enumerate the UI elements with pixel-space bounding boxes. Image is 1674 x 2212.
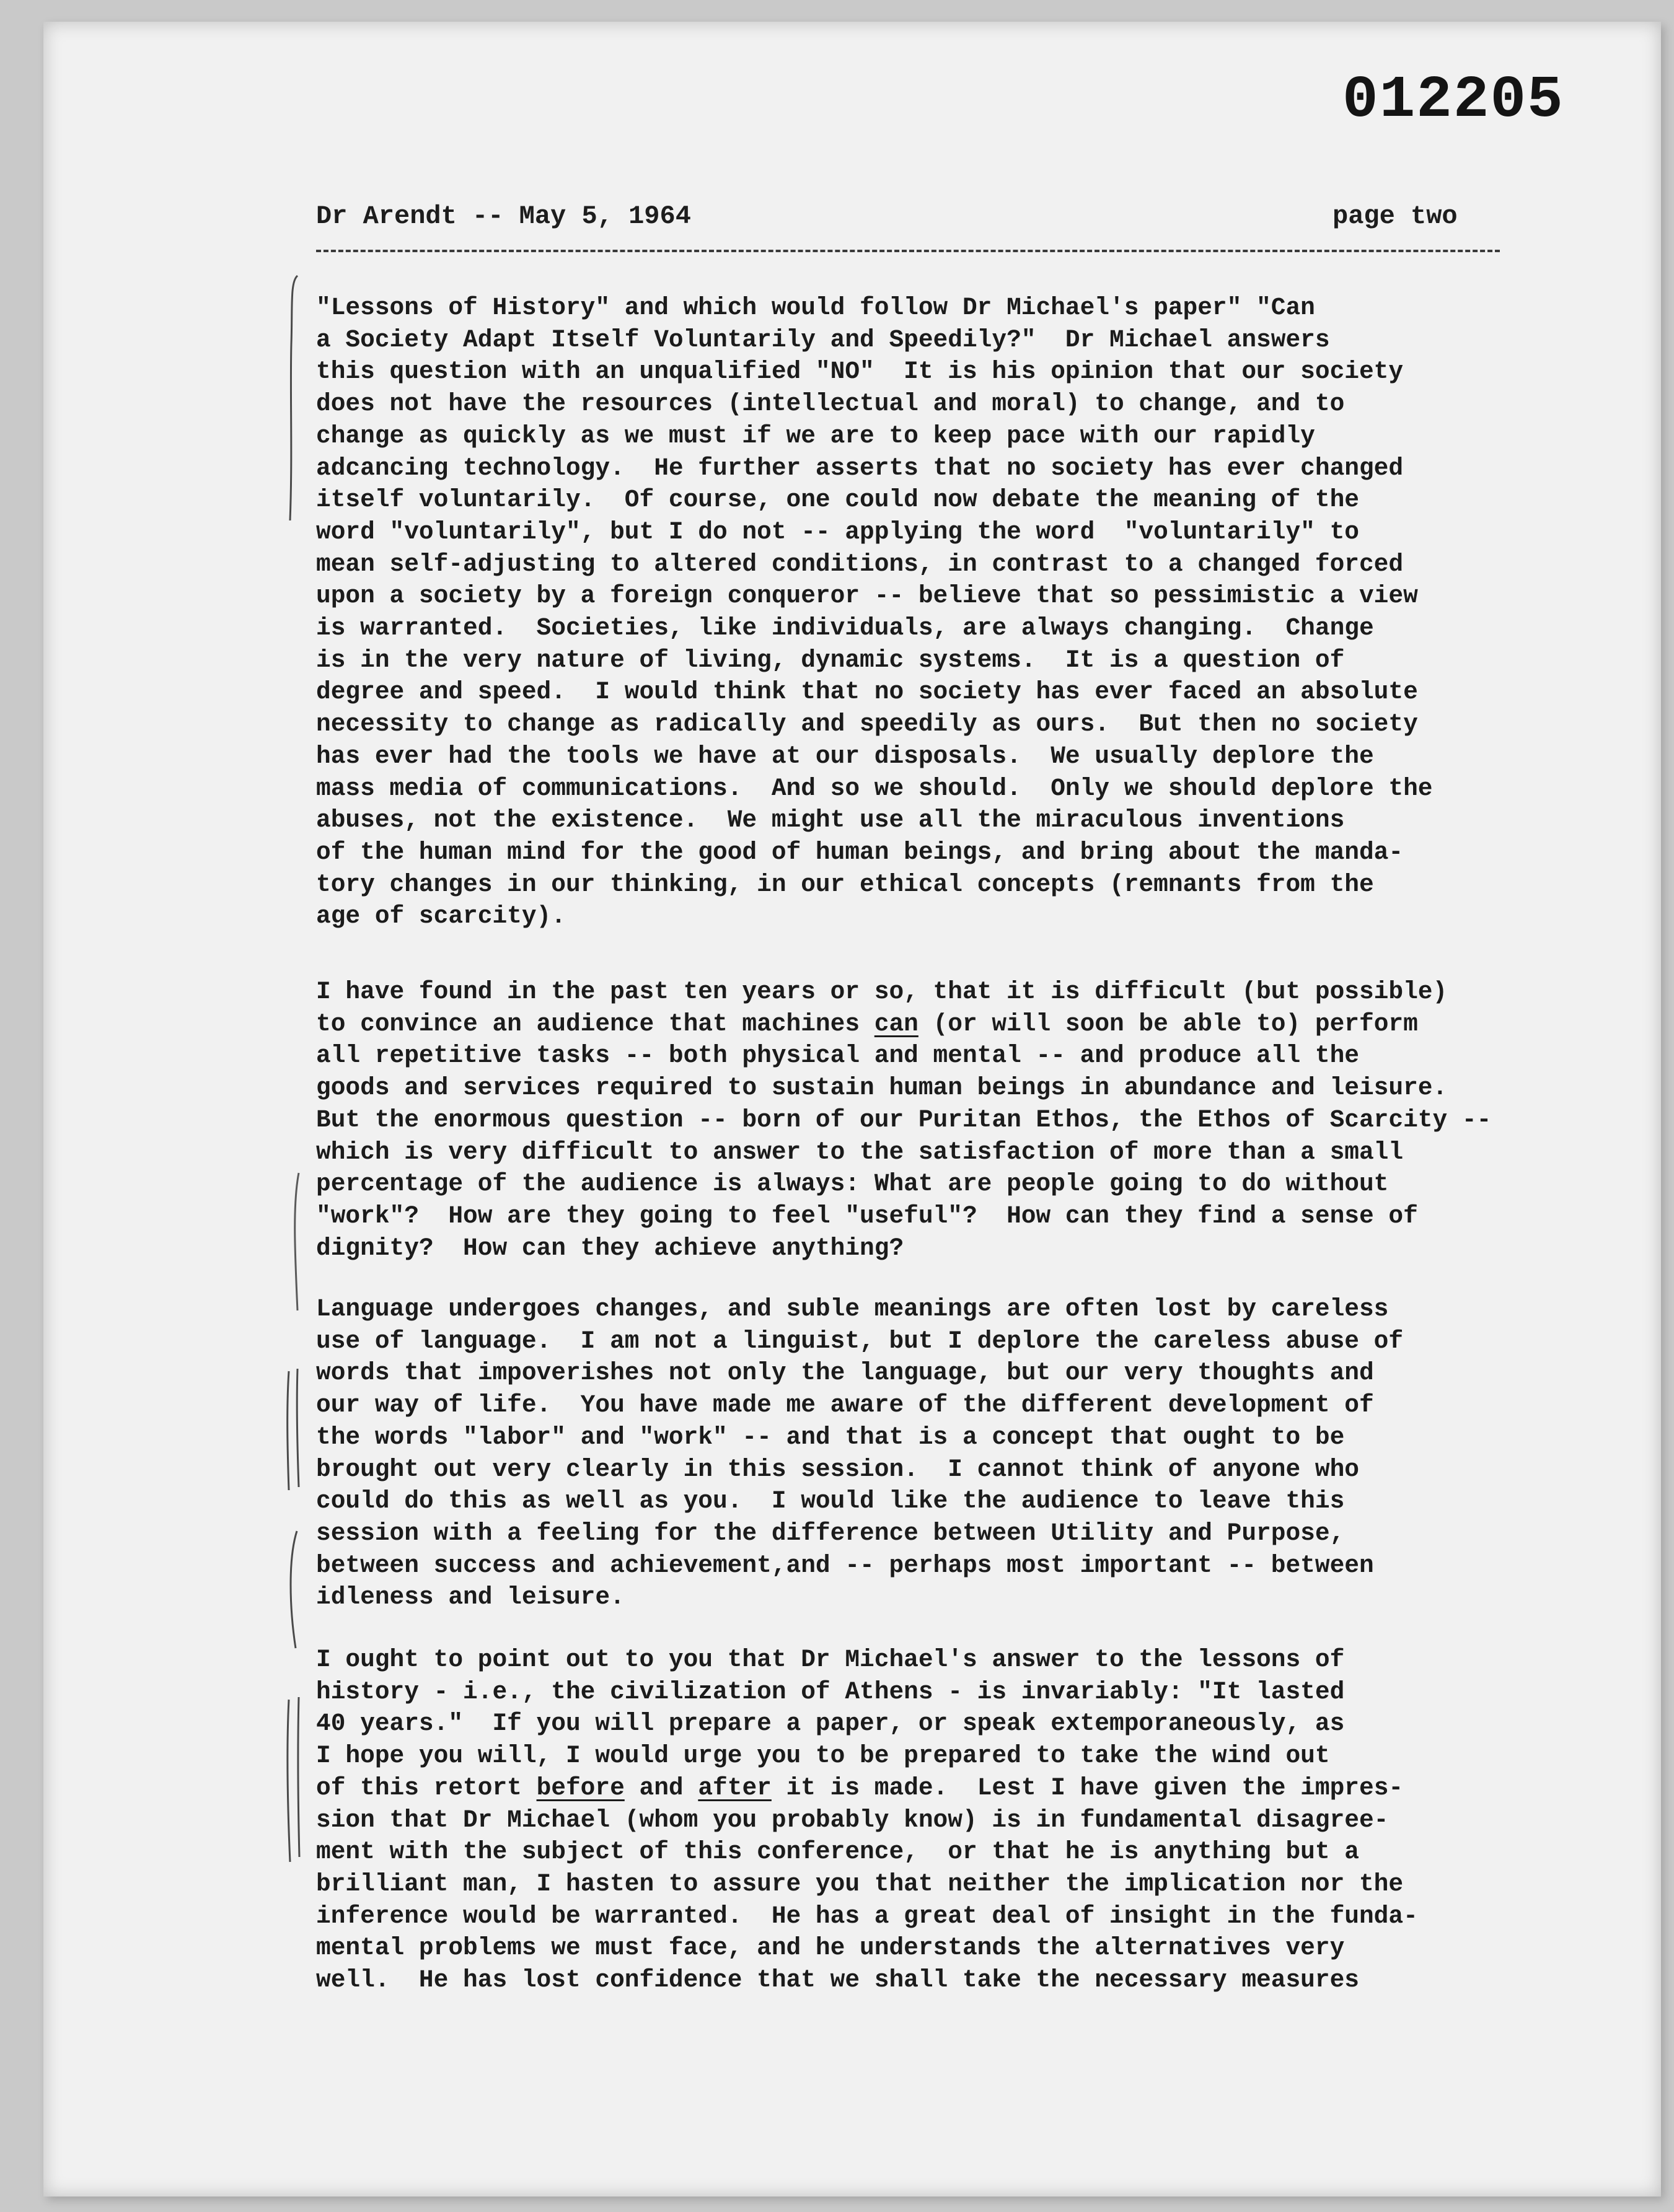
paragraph-3 <box>316 1293 1593 1613</box>
document-page <box>43 22 1661 2197</box>
text-line: inference would be warranted. He has a great deal of insight in the funda- <box>316 1902 1418 1930</box>
text-line: 40 years." If you will prepare a paper, or speak extemporaneously, as <box>316 1709 1345 1738</box>
text-line: could do this as well as you. I would like the audience to leave this <box>316 1487 1345 1516</box>
text-segment: of this retort <box>316 1773 537 1802</box>
text-line: which is very difficult to answer to the satisfaction of more than a small <box>316 1138 1404 1166</box>
margin-mark <box>282 1527 307 1651</box>
text-line: brought out very clearly in this session. I cannot think of anyone who <box>316 1455 1359 1483</box>
text-line: words that impoverishes not only the language, but our very thoughts and <box>316 1359 1374 1387</box>
text-line: brilliant man, I hasten to assure you that neither the implication nor the <box>316 1869 1404 1898</box>
text-line: I ought to point out to you that Dr Michael's answer to the lessons of <box>316 1646 1345 1674</box>
text-line: sion that Dr Michael (whom you probably know) is in fundamental disagree- <box>316 1806 1389 1834</box>
letter-header-left: Dr Arendt -- May 5, 1964 <box>316 201 691 231</box>
text-line: abuses, not the existence. We might use all the miraculous inventions <box>316 806 1345 835</box>
underlined-word: can <box>874 1009 918 1038</box>
text-line: well. He has lost confidence that we shall take the necessary measures <box>316 1966 1359 1995</box>
margin-mark <box>279 270 310 530</box>
margin-mark <box>279 1366 310 1496</box>
text-line: is in the very nature of living, dynamic systems. It is a question of <box>316 646 1345 674</box>
text-line: mass media of communications. And so we should. Only we should deplore the <box>316 774 1433 802</box>
text-line: I hope you will, I would urge you to be prepared to take the wind out <box>316 1742 1330 1770</box>
header-rule <box>316 250 1500 252</box>
text-line: "Lessons of History" and which would follow Dr Michael's paper" "Can <box>316 294 1315 322</box>
paragraph-4 <box>316 1644 1593 1996</box>
text-line: adcancing technology. He further asserts that no society has ever changed <box>316 454 1404 482</box>
text-line: a Society Adapt Itself Voluntarily and Speedily?" Dr Michael answers <box>316 325 1330 354</box>
text-line: goods and services required to sustain human beings in abundance and leisure. <box>316 1074 1448 1102</box>
text-line: tory changes in our thinking, in our ethical concepts (remnants from the <box>316 870 1374 898</box>
text-line: has ever had the tools we have at our disposals. We usually deplore the <box>316 742 1374 770</box>
margin-mark <box>285 1168 310 1317</box>
document-number: 012205 <box>1342 66 1564 134</box>
text-line: But the enormous question -- born of our Puritan Ethos, the Ethos of Scarcity -- <box>316 1105 1492 1134</box>
text-segment: (or will soon be able to) perform <box>918 1009 1418 1038</box>
text-line: upon a society by a foreign conqueror -- believe that so pessimistic a view <box>316 582 1418 610</box>
text-line: mean self-adjusting to altered conditions, in contrast to a changed forced <box>316 550 1404 578</box>
text-line: mental problems we must face, and he understands the alternatives very <box>316 1934 1345 1962</box>
text-line: this question with an unqualified "NO" It is his opinion that our society <box>316 358 1404 386</box>
text-line: I have found in the past ten years or so, that it is difficult (but possible) <box>316 978 1448 1006</box>
text-line <box>316 1772 1593 1804</box>
text-line: idleness and leisure. <box>316 1583 625 1612</box>
text-line: ment with the subject of this conference, or that he is anything but a <box>316 1838 1359 1866</box>
underlined-word: after <box>698 1773 772 1802</box>
text-line: all repetitive tasks -- both physical and mental -- and produce all the <box>316 1042 1359 1070</box>
text-line: of the human mind for the good of human beings, and bring about the manda- <box>316 838 1404 866</box>
paragraph-1 <box>316 292 1593 933</box>
text-line: between success and achievement,and -- perhaps most important -- between <box>316 1551 1374 1579</box>
text-line: percentage of the audience is always: What are people going to do without <box>316 1170 1389 1198</box>
text-line: age of scarcity). <box>316 902 566 931</box>
margin-mark <box>279 1695 310 1868</box>
text-line: the words "labor" and "work" -- and that is a concept that ought to be <box>316 1423 1345 1451</box>
text-line: use of language. I am not a linguist, but I deplore the careless abuse of <box>316 1327 1404 1355</box>
text-segment: and <box>624 1773 698 1802</box>
page-label: page two <box>1333 201 1458 231</box>
text-segment: it is made. Lest I have given the impres- <box>771 1773 1404 1802</box>
text-line: necessity to change as radically and speedily as ours. But then no society <box>316 710 1418 739</box>
text-line: change as quickly as we must if we are to keep pace with our rapidly <box>316 421 1315 450</box>
underlined-word: before <box>536 1773 625 1802</box>
text-line: is warranted. Societies, like individuals, are always changing. Change <box>316 614 1374 643</box>
text-segment: to convince an audience that machines <box>316 1009 874 1038</box>
text-line: Language undergoes changes, and suble meanings are often lost by careless <box>316 1295 1389 1323</box>
text-line: itself voluntarily. Of course, one could now debate the meaning of the <box>316 486 1359 514</box>
text-line: session with a feeling for the difference between Utility and Purpose, <box>316 1519 1345 1547</box>
text-line: word "voluntarily", but I do not -- applying the word "voluntarily" to <box>316 517 1359 546</box>
paragraph-2 <box>316 976 1593 1264</box>
text-line: degree and speed. I would think that no society has ever faced an absolute <box>316 678 1418 706</box>
text-line: does not have the resources (intellectual and moral) to change, and to <box>316 390 1345 418</box>
text-line: our way of life. You have made me aware of the different development of <box>316 1391 1374 1420</box>
text-line: history - i.e., the civilization of Athens - is invariably: "It lasted <box>316 1677 1345 1706</box>
text-line <box>316 1008 1593 1040</box>
text-line: dignity? How can they achieve anything? <box>316 1234 904 1262</box>
text-line: "work"? How are they going to feel "useful"? How can they find a sense of <box>316 1201 1418 1230</box>
